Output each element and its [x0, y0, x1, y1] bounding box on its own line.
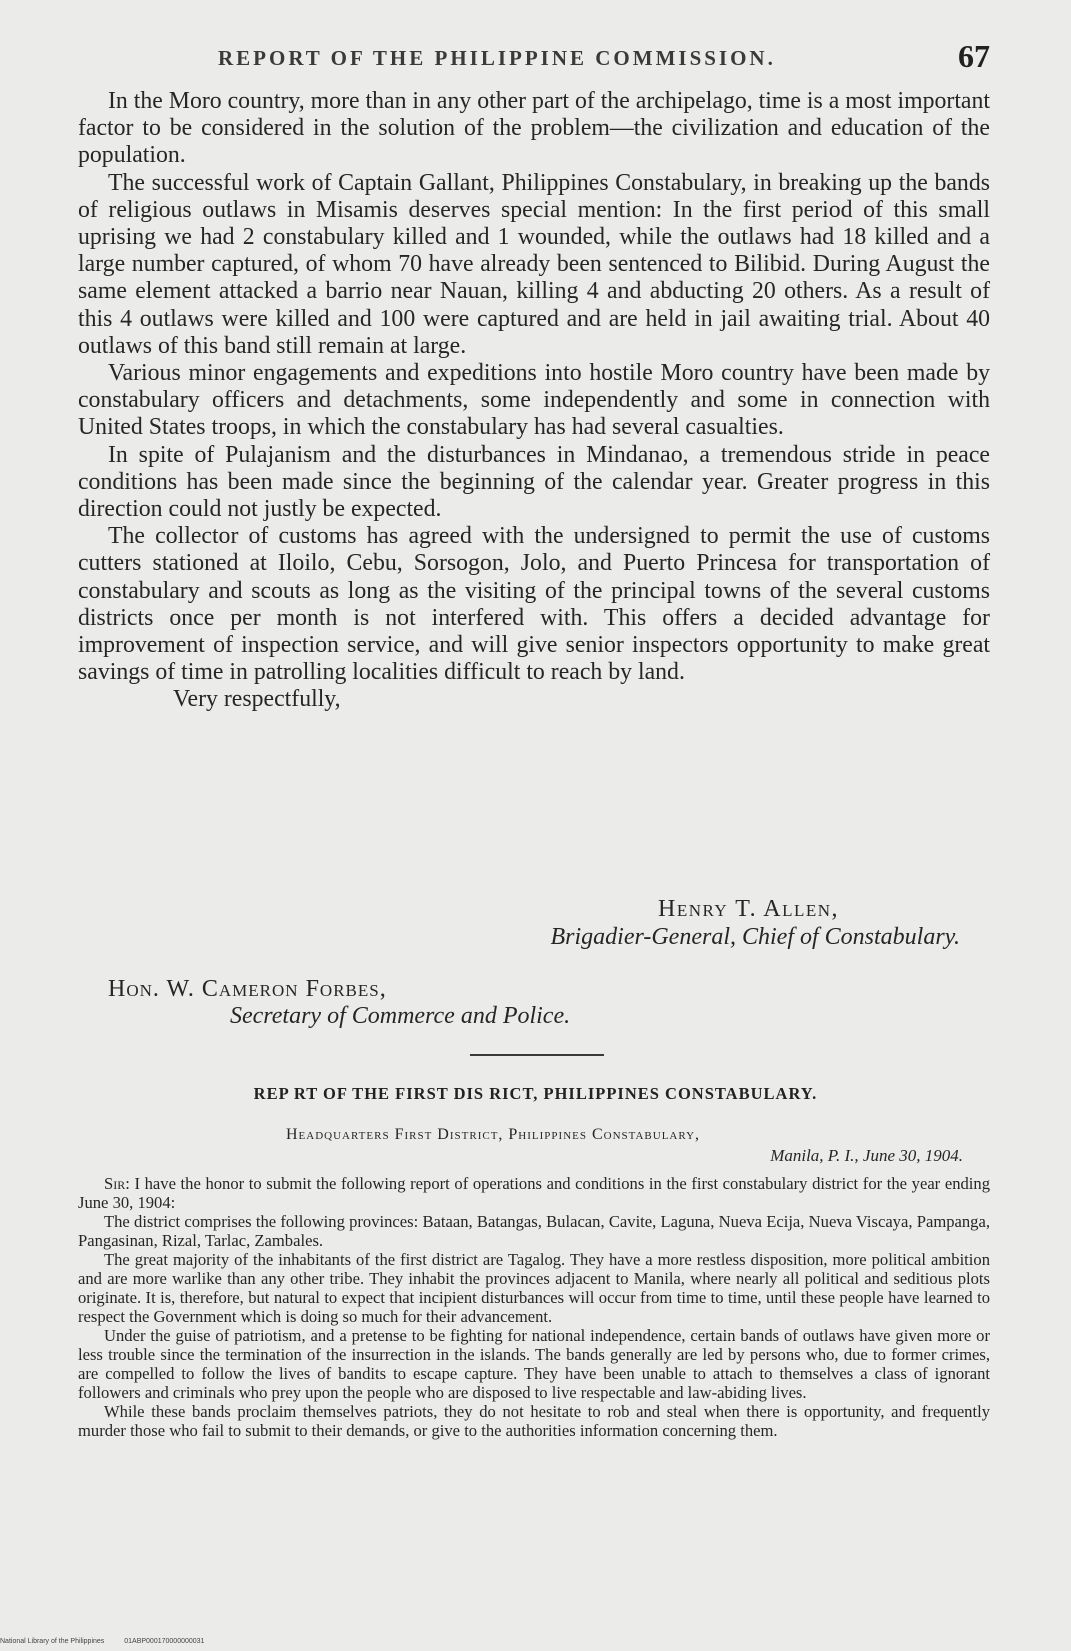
- scan-footer: [0, 1638, 222, 1645]
- addressee-name: Hon. W. Cameron Forbes,: [108, 976, 387, 1002]
- paragraph: [78, 1174, 990, 1212]
- paragraph: In the Moro country, more than in any other part of the archipelago, time is a most important factor to be considered in the solution of the problem—the civilization and education of the population.: [78, 88, 991, 169]
- paragraph: In spite of Pulajanism and the disturbances in Mindanao, a tremendous stride in peace conditions has been made since the beginning of the calendar year. Greater progress in this direction could not justly be expected.: [78, 441, 990, 523]
- paragraph-text: I have the honor to submit the following report of operations and conditions in the first constabulary district for the year ending June 30, 1904:: [78, 1174, 990, 1212]
- signature-title: Brigadier-General, Chief of Constabulary.: [550, 924, 960, 950]
- paragraph: Various minor engagements and expeditions into hostile Moro country have been made by constabulary officers and detachments, some independently and some in connection with United States troops, in which the constabulary has had several casualties.: [78, 360, 990, 441]
- page-header: [0, 38, 1071, 78]
- paragraph: The great majority of the inhabitants of the first district are Tagalog. They have a more restless disposition, more political ambition and are more warlike than any other tribe. They inhabit the provinces adjacent to Manila, where nearly all political and seditious plots originate. It is, therefore, but natural to expect that incipient disturbances will occur from time to time, until these people have learned to respect the Government which is doing so much for their advancement.: [78, 1250, 990, 1326]
- paragraph: The successful work of Captain Gallant, Philippines Constabulary, in breaking up the bands of religious outlaws in Misamis deserves special mention: In the first period of this small uprising we had 2 constabulary killed and 1 wounded, while the outlaws had 18 killed and a large number captured, of whom 70 have already been sentenced to Bilibid. During August the same element attacked a barrio near Nauan, killing 4 and abducting 20 others. As a result of this 4 outlaws were killed and 100 were captured and are held in jail awaiting trial. About 40 outlaws of this band still remain at large.: [78, 169, 990, 359]
- report-body: [78, 1174, 990, 1440]
- running-title: REPORT OF THE PHILIPPINE COMMISSION.: [218, 46, 776, 70]
- addressee-title: Secretary of Commerce and Police.: [230, 1003, 571, 1029]
- footer-source: National Library of the Philippines: [0, 1638, 105, 1645]
- paragraph: The collector of customs has agreed with the undersigned to permit the use of customs cutters stationed at Iloilo, Cebu, Sorsogon, Jolo, and Puerto Princesa for transportation of constabulary and scouts as long as the visiting of the principal towns of the several customs districts once per month is not interfered with. This offers a decided advantage for improvement of inspection service, and will give senior inspectors opportunity to make great savings of time in patrolling localities difficult to reach by land.: [78, 523, 990, 686]
- section-divider: [470, 1054, 604, 1056]
- paragraph: Under the guise of patriotism, and a pretense to be fighting for national independence, certain bands of outlaws have given more or less trouble since the termination of the insurrection in the islands. The bands generally are led by persons who, due to former crimes, are compelled to follow the lives of bandits to escape capture. They have been unable to attach to themselves a class of ignorant followers and criminals who prey upon the people who are disposed to live respectable and law-abiding lives.: [78, 1326, 990, 1402]
- paragraph: While these bands proclaim themselves patriots, they do not hesitate to rob and steal when there is opportunity, and frequently murder those who fail to submit to their demands, or give to the authorities information concerning them.: [78, 1402, 990, 1440]
- letter-body: [78, 88, 990, 714]
- salutation: Sir:: [104, 1174, 130, 1193]
- closing-line: Very respectfully,: [173, 686, 341, 713]
- signature-name: Henry T. Allen,: [658, 896, 840, 922]
- page-number: 67: [958, 38, 990, 74]
- date-line: Manila, P. I., June 30, 1904.: [770, 1146, 963, 1165]
- report-title: REP RT OF THE FIRST DIS RICT, PHILIPPINES CONSTABULARY.: [253, 1084, 818, 1103]
- paragraph: The district comprises the following provinces: Bataan, Batangas, Bulacan, Cavite, Laguna, Nueva Ecija, Nueva Viscaya, Pampanga, Pangasinan, Rizal, Tarlac, Zambales.: [78, 1212, 990, 1250]
- headquarters-line: Headquarters First District, Philippines Constabulary,: [286, 1126, 701, 1143]
- footer-code: 01ABP000170000000031: [124, 1638, 205, 1645]
